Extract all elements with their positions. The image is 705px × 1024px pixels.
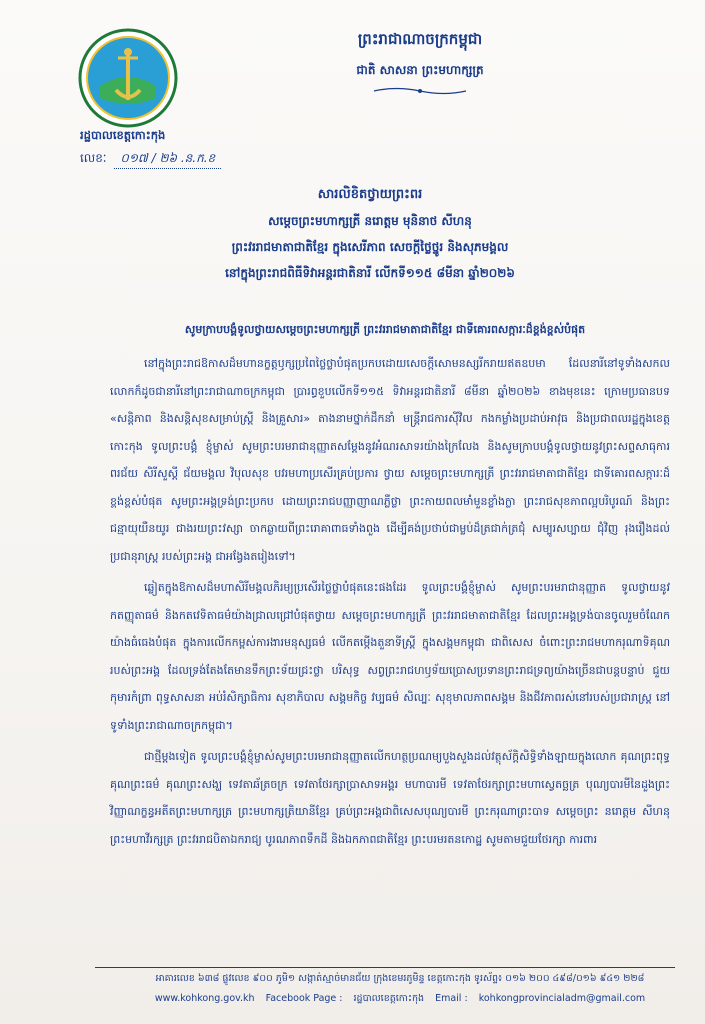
footer-contacts: [110, 992, 690, 1006]
reference-value: ០១៧ / ២៦ .ន.ក.ខ: [114, 150, 221, 169]
letter-title-block: [90, 182, 650, 286]
kingdom-title: ព្រះរាជាណាចក្រកម្ពុជា: [357, 30, 483, 48]
footer-email-label: Email :: [435, 993, 468, 1004]
salutation-line: សូមក្រាបបង្គំទូលថ្វាយសម្តេចព្រះមហាក្សត្រី ព្រះវររាជមាតាជាតិខ្មែរ ជាទីគោរពសក្ការៈដ៏ខ្ពង់ខ្ពស់បំផុត: [184, 323, 586, 336]
footer-divider: [95, 967, 675, 968]
footer-facebook-label: Facebook Page :: [265, 993, 343, 1004]
reference-label: លេខៈ: [80, 151, 107, 165]
body-paragraph: នៅក្នុងព្រះរាជឱកាសដ៏មហានក្ខត្តឫក្សប្រពៃថ្លៃថ្លាបំផុតប្រកបដោយសេចក្តីសោមនស្សរីករាយឥតឧបមា ដែលនារីនៅទូទាំងសកលលោកក៏ដូចជានារីនៅព្រះរាជាណាចក្រកម្ពុជា ប្រារព្ធខួបលើកទី១១៥ ទិវាអន្តរជាតិនារី ៨មីនា ឆ្នាំ២០២៦ ខាងមុខនេះ ក្រោមប្រធានបទ «សន្តិភាព និងសន្តិសុខសម្រាប់ស្ត្រី និងគ្រួសារ» តាងនាមថ្នាក់ដឹកនាំ មន្ត្រីរាជការស៊ីវិល កងកម្លាំងប្រដាប់អាវុធ និងប្រជាពលរដ្ឋក្នុងខេត្តកោះកុង ទូលព្រះបង្គំ ខ្ញុំម្ចាស់ សូមព្រះបរមរាជានុញ្ញាតសម្តែងនូវអំណរសាទរយ៉ាងក្រៃលែង និងសូមក្រាបបង្គំទូលថ្វាយនូវព្រះសព្ទសាធុការពរជ័យ សិរីសួស្តី ជ័យមង្គល វិបុលសុខ បវរមហាប្រសើរគ្រប់ប្រការ ថ្វាយ សម្តេចព្រះមហាក្សត្រី ព្រះវររាជមាតាជាតិខ្មែរ ជាទីគោរពសក្ការៈដ៏ខ្ពង់ខ្ពស់បំផុត សូមព្រះអង្គទ្រង់ព្រះប្រកប ដោយព្រះរាជបញ្ញាញាណភ្លឺថ្លា ព្រះកាយពលមាំមួនខ្លាំងក្លា ព្រះរាជសុខភាពល្អបរិបូរណ៍ និងព្រះជន្មាយុយឺនយូរ ជាងរយព្រះវស្សា ចាកឆ្ងាយពីព្រះរោគាពាធទាំងពួង ដើម្បីគង់ប្រថាប់ជាម្លប់ដ៏ត្រជាក់ត្រជុំ សម្បូរសប្បាយ ជុំវិញ រុងរឿងដល់ប្រជានុរាស្ត្រ របស់ព្រះអង្គ ជាអង្វែងតរៀងទៅ។: [110, 357, 670, 563]
letter-body: [110, 350, 670, 857]
footer-address: អាគារលេខ ៦៣៨ ផ្លូវលេខ ៩០០ ភូមិ១ សង្កាត់ស្មាច់មានជ័យ ក្រុងខេមរភូមិន្ទ ខេត្តកោះកុង ទូរស័ព្ទ៖ ០១៦ ២០០ ៤៩៨/០១៦ ៩៤១ ២២៨: [155, 973, 645, 984]
recipient-title: ព្រះវររាជមាតាជាតិខ្មែរ ក្នុងសេរីភាព សេចក្តីថ្លៃថ្នូរ និងសុភមង្គល: [231, 240, 509, 254]
body-paragraph: ជាថ្មីម្តងទៀត ទូលព្រះបង្គំខ្ញុំម្ចាស់សូមព្រះបរមរាជានុញ្ញាតលើកហត្ថប្រណម្យបួងសួងដល់វត្ថុស័ក្តិសិទ្ធិទាំងឡាយក្នុងលោក គុណព្រះពុទ្ធ គុណព្រះធម៌ គុណព្រះសង្ឃ ទេវតាឆ័ត្រចក្រ ទេវតាថែរក្សាប្រាសាទអង្គរ មហាបារមី ទេវតាថែរក្សាព្រះមហាស្វេតច្ឆត្រ បុណ្យបារមីនៃដួងព្រះវិញ្ញាណក្ខន្ធអតីតព្រះមហាក្សត្រ ព្រះមហាក្សត្រិយានីខ្មែរ គ្រប់ព្រះអង្គជាពិសេសបុណ្យបារមី ព្រះករុណាព្រះបាទ សម្តេចព្រះ នរោត្តម សីហនុ ព្រះមហាវីរក្សត្រ ព្រះវររាជបិតាឯករាជ្យ បូរណភាពទឹកដី និងឯកភាពជាតិខ្មែរ ព្រះបរមរតនកោដ្ឋ សូមតាមជួយថែរក្សា ការពារ: [110, 750, 670, 846]
recipient-name: សម្តេចព្រះមហាក្សត្រី នរោត្តម មុនិនាថ សីហនុ: [268, 214, 472, 228]
footer-email: kohkongprovincialadm@gmail.com: [478, 993, 646, 1004]
footer-website: www.kohkong.gov.kh: [154, 993, 255, 1004]
reference-number: [80, 150, 221, 169]
national-motto: ជាតិ សាសនា ព្រះមហាក្សត្រ: [356, 63, 484, 77]
provincial-emblem-logo: [78, 28, 178, 128]
occasion-line: នៅក្នុងព្រះរាជពិធីទិវាអន្តរជាតិនារី លើកទី១១៥ ៨មីនា ឆ្នាំ២០២៦: [225, 266, 515, 280]
footer-facebook-name: រដ្ឋបាលខេត្តកោះកុង: [353, 993, 425, 1004]
body-paragraph: ឆ្លៀតក្នុងឱកាសដ៏មហាសិរីមង្គលភិរម្យប្រសើរថ្លៃថ្លាបំផុតនេះផងដែរ ទូលព្រះបង្គំខ្ញុំម្ចាស់ សូមព្រះបរមរាជានុញ្ញាត ទូលថ្វាយនូវកតញ្ញុតាធម៌ និងកតវេទិតាធម៌យ៉ាងជ្រាលជ្រៅបំផុតថ្វាយ សម្តេចព្រះមហាក្សត្រី ព្រះវររាជមាតាជាតិខ្មែរ ដែលព្រះអង្គទ្រង់បានចូលរួមចំណែកយ៉ាងធំធេងបំផុត ក្នុងការលើកកម្ពស់ការងារមនុស្សធម៌ លើកតម្កើងតួនាទីស្ត្រី ក្នុងសង្គមកម្ពុជា ជាពិសេស ចំពោះព្រះរាជមហាករុណាទិគុណរបស់ព្រះអង្គ ដែលទ្រង់តែងតែមានទឹកព្រះទ័យជ្រះថ្លា បរិសុទ្ធ សព្វព្រះរាជហឫទ័យប្រោសប្រទានព្រះរាជទ្រព្យយ៉ាងច្រើនជាបន្តបន្ទាប់ ជួយកុមារកំព្រា ពុទ្ធសាសនា អប់រំសិក្សាធិការ សុខាភិបាល សង្គមកិច្ច វប្បធម៌ សិល្បៈ សុខុមាលភាពសង្គម និងជីវភាពរស់នៅរបស់ប្រជារាស្ត្រ នៅទូទាំងព្រះរាជាណាចក្រកម្ពុជា។: [110, 581, 670, 732]
ornament-divider: [372, 86, 468, 96]
letter-title: សារលិខិតថ្វាយព្រះពរ: [317, 187, 423, 202]
issuing-office-name: រដ្ឋបាលខេត្តកោះកុង: [80, 128, 166, 142]
